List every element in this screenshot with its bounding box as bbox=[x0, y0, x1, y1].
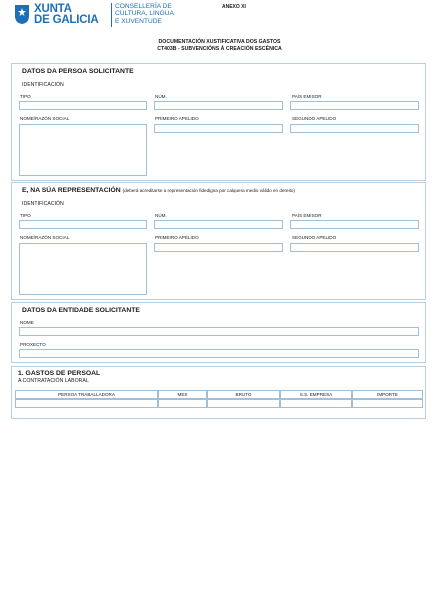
staff-costs-table-header bbox=[15, 390, 423, 399]
department-line-3: E XUVENTUDE bbox=[115, 17, 162, 25]
applicant-country-field[interactable] bbox=[290, 101, 419, 110]
representative-surname1-field[interactable] bbox=[154, 243, 283, 252]
entity-section bbox=[11, 302, 426, 363]
table-row bbox=[15, 399, 423, 408]
document-title: DOCUMENTACIÓN XUSTIFICATIVA DOS GASTOS bbox=[158, 39, 281, 45]
applicant-num-field[interactable] bbox=[154, 101, 283, 110]
staff-costs-title: 1. GASTOS DE PERSOAL bbox=[18, 370, 101, 377]
staff-costs-section bbox=[11, 366, 426, 419]
applicant-type-label: TIPO bbox=[20, 94, 31, 99]
amount-cell[interactable] bbox=[352, 399, 423, 408]
representative-surname2-label: SEGUNDO APELIDO bbox=[292, 235, 337, 240]
department-name bbox=[115, 3, 174, 25]
representative-note: (deberá acreditarse a representación fidedigna por calquera medio válido en dereito) bbox=[122, 188, 295, 193]
representative-num-label: NÚM. bbox=[155, 213, 167, 218]
applicant-country-label: PAÍS EMISOR bbox=[292, 94, 322, 99]
entity-section-title: DATOS DA ENTIDADE SOLICITANTE bbox=[22, 307, 140, 314]
xunta-logo bbox=[14, 3, 174, 27]
column-header-worker: PERSOA TRABALLADORA bbox=[15, 390, 158, 399]
entity-name-label: NOME bbox=[20, 320, 34, 325]
representative-num-field[interactable] bbox=[154, 220, 283, 229]
representative-surname1-label: PRIMEIRO APELIDO bbox=[155, 235, 199, 240]
logo-line-1: XUNTA bbox=[34, 3, 72, 15]
applicant-surname1-label: PRIMEIRO APELIDO bbox=[155, 116, 199, 121]
applicant-section-title: DATOS DA PERSOA SOLICITANTE bbox=[22, 68, 134, 75]
applicant-type-field[interactable] bbox=[19, 101, 147, 110]
representative-type-label: TIPO bbox=[20, 213, 31, 218]
representative-section-title bbox=[22, 187, 295, 194]
representative-title-text: E, NA SÚA REPRESENTACIÓN bbox=[22, 187, 121, 194]
ss-company-cell[interactable] bbox=[280, 399, 352, 408]
logo-name bbox=[34, 4, 98, 26]
column-header-month: MES bbox=[158, 390, 207, 399]
annex-label: ANEXO XI bbox=[222, 4, 246, 10]
logo-separator bbox=[111, 3, 112, 27]
worker-cell[interactable] bbox=[15, 399, 158, 408]
representative-country-field[interactable] bbox=[290, 220, 419, 229]
column-header-ss-company: S.S. EMPRESA bbox=[280, 390, 352, 399]
staff-costs-subtitle: A CONTRATACIÓN LABORAL bbox=[18, 378, 89, 384]
department-line-1: CONSELLERÍA DE bbox=[115, 3, 172, 10]
column-header-amount: IMPORTE bbox=[352, 390, 423, 399]
entity-project-field[interactable] bbox=[19, 349, 419, 358]
applicant-surname1-field[interactable] bbox=[154, 124, 283, 133]
applicant-name-field[interactable] bbox=[19, 124, 147, 176]
applicant-section bbox=[11, 63, 426, 181]
department-line-2: CULTURA, LINGUA bbox=[115, 10, 174, 18]
applicant-identification-heading: IDENTIFICACIÓN bbox=[22, 82, 64, 88]
month-cell[interactable] bbox=[158, 399, 207, 408]
applicant-surname2-field[interactable] bbox=[290, 124, 419, 133]
representative-name-label: NOME/RAZÓN SOCIAL bbox=[20, 235, 70, 240]
representative-surname2-field[interactable] bbox=[290, 243, 419, 252]
gross-cell[interactable] bbox=[207, 399, 280, 408]
entity-project-label: PROXECTO bbox=[20, 342, 46, 347]
representative-type-field[interactable] bbox=[19, 220, 147, 229]
representative-identification-heading: IDENTIFICACIÓN bbox=[22, 201, 64, 207]
logo-line-2: DE GALICIA bbox=[34, 14, 99, 26]
document-subtitle: CT403B - SUBVENCIÓNS Á CREACIÓN ESCÉNICA bbox=[157, 46, 282, 52]
representative-section bbox=[11, 182, 426, 300]
applicant-surname2-label: SEGUNDO APELIDO bbox=[292, 116, 337, 121]
xunta-emblem-icon bbox=[14, 4, 30, 25]
representative-country-label: PAÍS EMISOR bbox=[292, 213, 322, 218]
applicant-name-label: NOME/RAZÓN SOCIAL bbox=[20, 116, 70, 121]
column-header-gross: BRUTO bbox=[207, 390, 280, 399]
entity-name-field[interactable] bbox=[19, 327, 419, 336]
applicant-num-label: NÚM. bbox=[155, 94, 167, 99]
representative-name-field[interactable] bbox=[19, 243, 147, 295]
